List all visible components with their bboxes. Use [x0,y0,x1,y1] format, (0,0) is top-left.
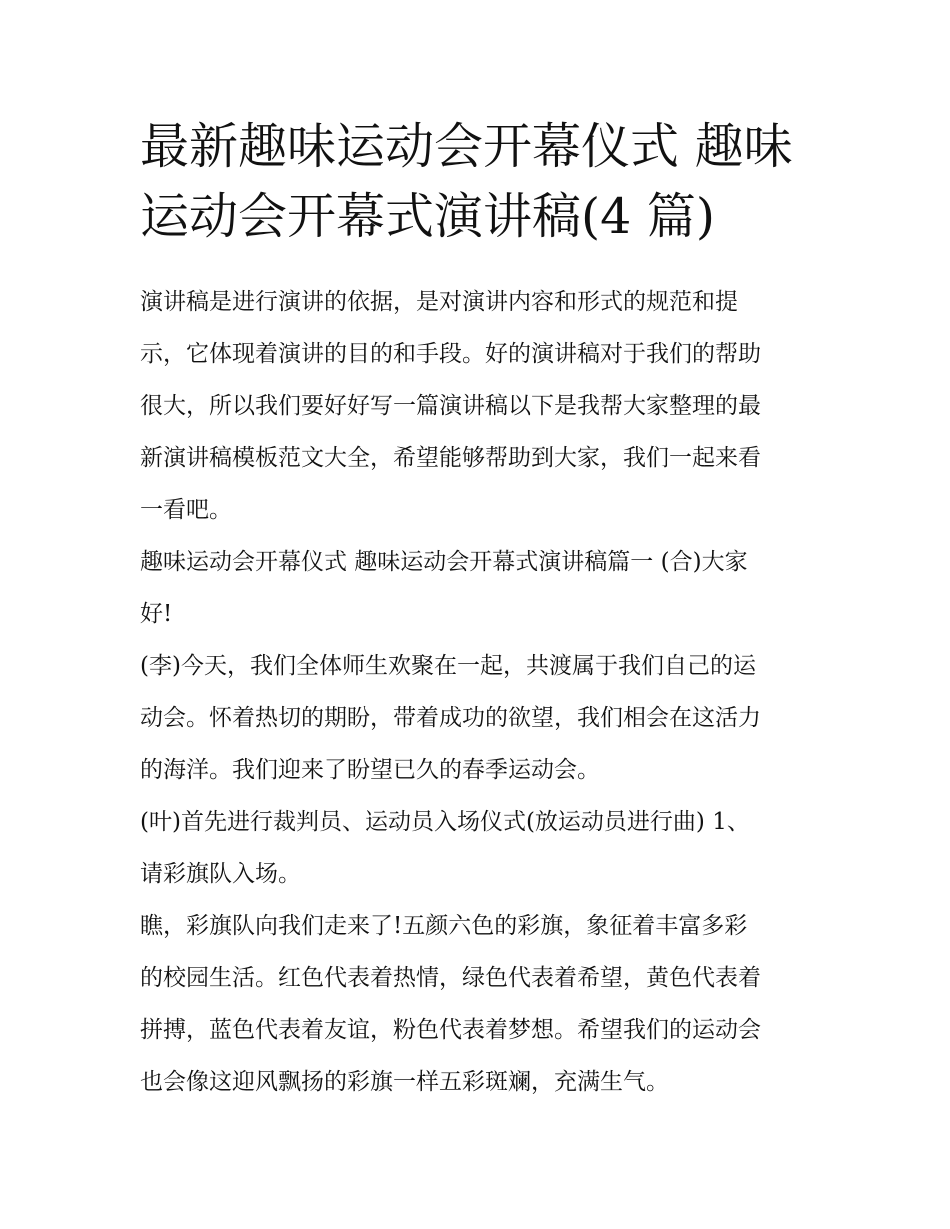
section-heading-paragraph [140,536,815,640]
text-line: 的海洋。我们迎来了盼望已久的春季运动会。 [140,757,600,783]
text-line: 好! [140,601,173,627]
text-line: 的校园生活。红色代表着热情，绿色代表着希望，黄色代表着 [140,965,761,991]
text-line: (李)今天，我们全体师生欢聚在一起，共渡属于我们自己的运 [140,653,756,679]
text-line: 趣味运动会开幕仪式 趣味运动会开幕式演讲稿篇一 (合)大家 [140,549,748,575]
text-line: 示，它体现着演讲的目的和手段。好的演讲稿对于我们的帮助 [140,341,761,367]
text-line: 也会像这迎风飘扬的彩旗一样五彩斑斓，充满生气。 [140,1069,669,1095]
text-line: 请彩旗队入场。 [140,861,301,887]
text-line: 新演讲稿模板范文大全，希望能够帮助到大家，我们一起来看 [140,445,761,471]
title-line: 最新趣味运动会开幕仪式 趣味 [140,118,793,175]
intro-paragraph [140,276,815,536]
speech-paragraph [140,900,815,1108]
text-line: 一看吧。 [140,497,232,523]
speech-paragraph [140,796,815,900]
speech-paragraph [140,640,815,796]
text-line: 演讲稿是进行演讲的依据，是对演讲内容和形式的规范和提 [140,289,738,315]
text-line: 很大，所以我们要好好写一篇演讲稿以下是我帮大家整理的最 [140,393,761,419]
text-line: 拼搏，蓝色代表着友谊，粉色代表着梦想。希望我们的运动会 [140,1017,761,1043]
document-body [140,112,815,1108]
text-line: 动会。怀着热切的期盼，带着成功的欲望，我们相会在这活力 [140,705,761,731]
title-line: 运动会开幕式演讲稿(4 篇) [140,188,715,245]
document-title [140,112,815,252]
text-line: (叶)首先进行裁判员、运动员入场仪式(放运动员进行曲) 1、 [140,809,750,835]
text-line: 瞧，彩旗队向我们走来了!五颜六色的彩旗，象征着丰富多彩 [140,913,748,939]
